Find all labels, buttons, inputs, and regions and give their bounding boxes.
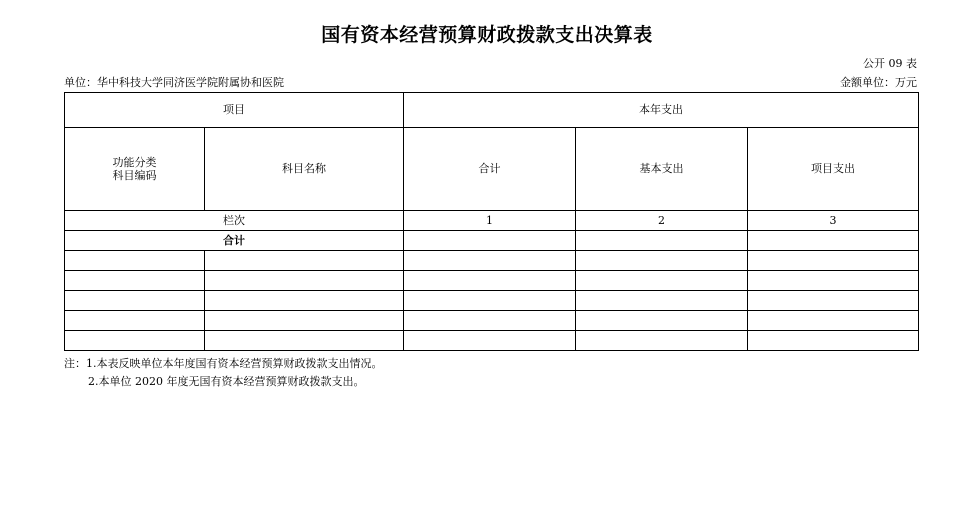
total-row — [65, 231, 919, 251]
note-2: 2.本单位 2020 年度无国有资本经营预算财政拨款支出。 — [88, 375, 365, 388]
unit-label: 单位：华中科技大学同济医学院附属协和医院 — [64, 76, 284, 89]
table-cell — [404, 291, 576, 311]
table-cell — [404, 271, 576, 291]
header-total: 合计 — [404, 128, 576, 211]
func-code-line1: 功能分类 — [112, 155, 157, 169]
table-cell — [205, 331, 404, 351]
table-header-row — [65, 93, 919, 128]
table-cell — [205, 251, 404, 271]
table-cell — [205, 291, 404, 311]
table-row — [65, 271, 919, 291]
table-cell — [65, 311, 205, 331]
total-cell — [576, 231, 748, 251]
notes — [64, 355, 383, 391]
header-basic: 基本支出 — [576, 128, 748, 211]
table-cell — [404, 311, 576, 331]
table-cell — [65, 271, 205, 291]
amount-unit-label: 金额单位：万元 — [840, 76, 917, 89]
table-cell — [748, 311, 919, 331]
table-cell — [576, 251, 748, 271]
total-cell — [404, 231, 576, 251]
table-row — [65, 291, 919, 311]
table-row — [65, 331, 919, 351]
table-cell — [65, 331, 205, 351]
table-cell — [65, 251, 205, 271]
column-index-1: 1 — [404, 211, 576, 231]
header-subject-name: 科目名称 — [205, 128, 404, 211]
table-cell — [576, 291, 748, 311]
table-cell — [205, 311, 404, 331]
form-number: 公开 09 表 — [863, 57, 917, 70]
table-cell — [748, 331, 919, 351]
table-cell — [205, 271, 404, 291]
table-subheader-row — [65, 128, 919, 211]
table-row — [65, 311, 919, 331]
total-row-label: 合计 — [65, 231, 404, 251]
total-cell — [748, 231, 919, 251]
table-cell — [748, 291, 919, 311]
column-index-row — [65, 211, 919, 231]
table-cell — [748, 251, 919, 271]
page-title: 国有资本经营预算财政拨款支出决算表 — [321, 24, 653, 46]
table-cell — [576, 271, 748, 291]
table-cell — [576, 311, 748, 331]
table-cell — [576, 331, 748, 351]
note-1: 注：1.本表反映单位本年度国有资本经营预算财政拨款支出情况。 — [64, 357, 383, 370]
table-row — [65, 251, 919, 271]
column-index-3: 3 — [748, 211, 919, 231]
table-cell — [748, 271, 919, 291]
table-cell — [404, 331, 576, 351]
header-project: 项目支出 — [748, 128, 919, 211]
expenditure-table — [64, 92, 919, 351]
header-item: 项目 — [65, 93, 404, 128]
table-cell — [65, 291, 205, 311]
row-index-label: 栏次 — [65, 211, 404, 231]
column-index-2: 2 — [576, 211, 748, 231]
table-cell — [404, 251, 576, 271]
header-current-year: 本年支出 — [404, 93, 919, 128]
header-func-code — [65, 128, 205, 211]
func-code-line2: 科目编码 — [112, 169, 157, 182]
